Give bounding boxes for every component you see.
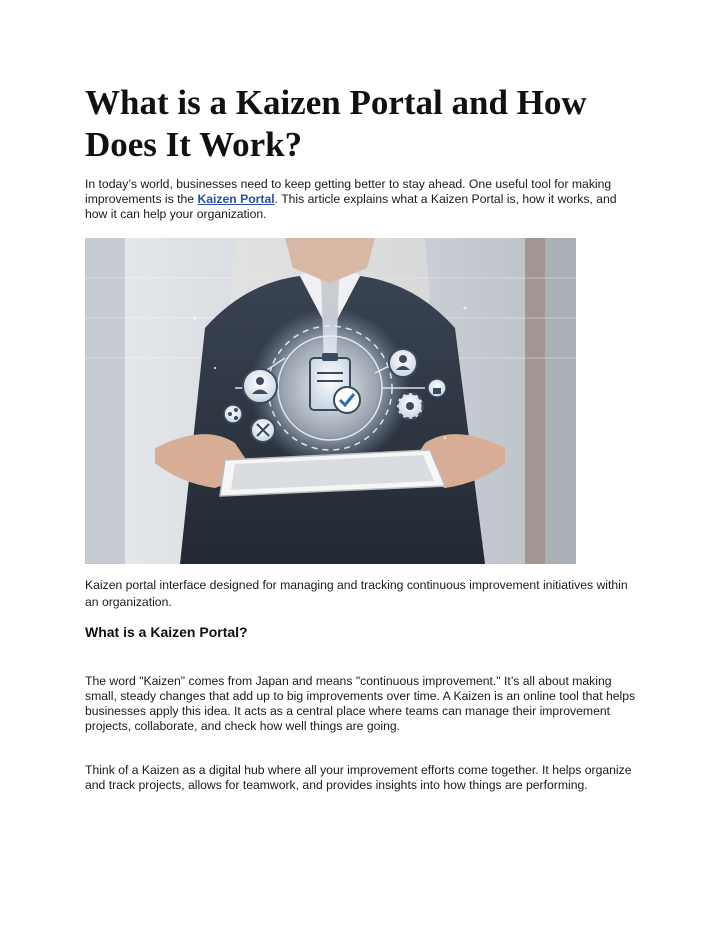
share-icon — [224, 405, 242, 423]
tools-icon — [251, 418, 275, 442]
image-caption: Kaizen portal interface designed for managing and tracking continuous improvement initiatives within an organization. — [85, 578, 628, 609]
intro-text-after: . This article explains what a Kaizen Portal is, how it works, and how it can help your organization. — [85, 192, 617, 221]
section-heading: What is a Kaizen Portal? — [85, 624, 248, 640]
gear-icon — [397, 393, 423, 419]
hero-image — [85, 238, 576, 564]
person-icon — [389, 349, 417, 377]
team-icon — [243, 369, 277, 403]
body-paragraph-2: Think of a Kaizen as a digital hub where all your improvement efforts come together. It helps organize and track projects, allows for teamwork, and provides insights into how things are performing. — [85, 763, 632, 792]
kaizen-portal-link[interactable]: Kaizen Portal — [197, 192, 275, 206]
intro-text-before: In today’s world, businesses need to keep getting better to stay ahead. One useful tool for making improvements is the — [85, 177, 612, 206]
lock-icon — [428, 379, 446, 397]
page-title: What is a Kaizen Portal and How Does It Work? — [85, 83, 587, 164]
body-paragraph-1: The word "Kaizen" comes from Japan and means "continuous improvement." It’s all about making small, steady changes that add up to big improvements over time. A Kaizen is an online tool that helps businesses apply this idea. It acts as a central place where teams can manage their improvement projects, collaborate, and check how well things are going. — [85, 674, 636, 733]
intro-paragraph — [85, 177, 637, 222]
